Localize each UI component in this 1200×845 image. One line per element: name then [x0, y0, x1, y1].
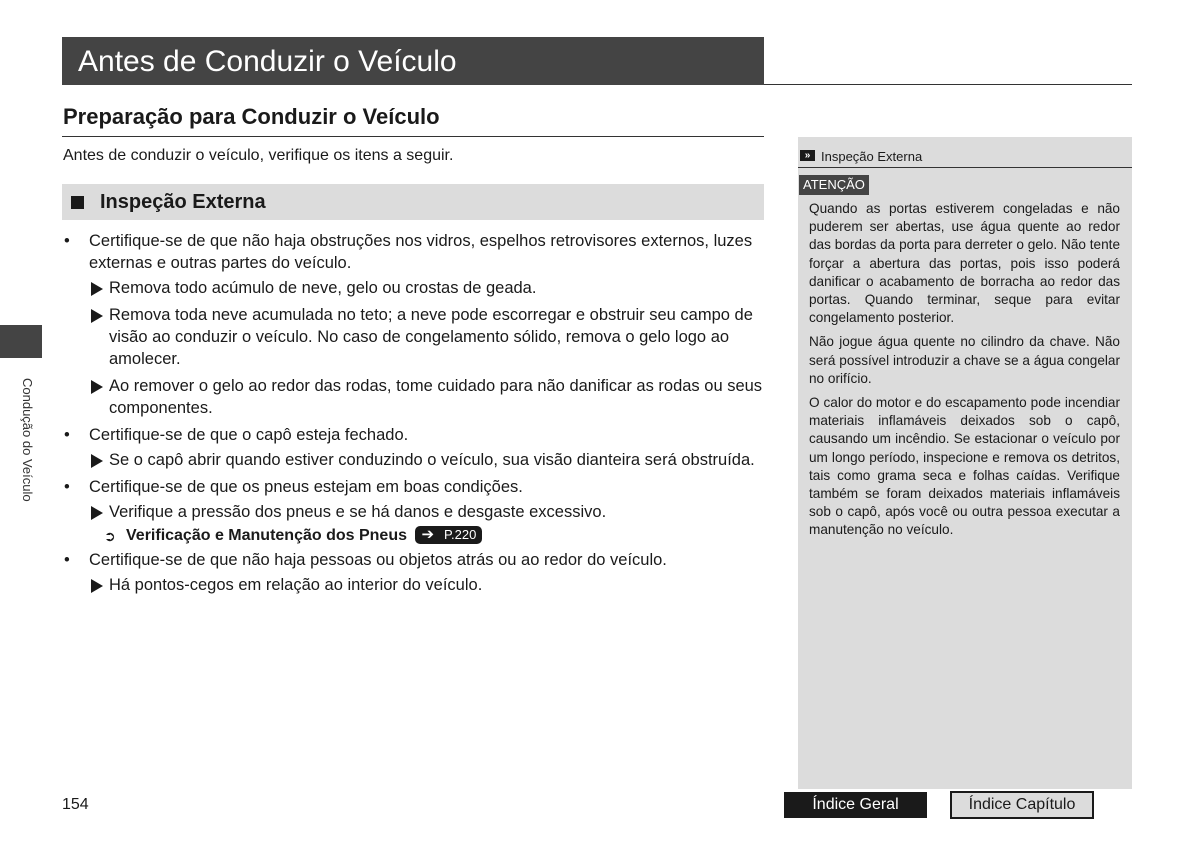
- sidebar-paragraph: Não jogue água quente no cilindro da chave. Não será possível introduzir a chave se a água congelar no orifício.: [809, 334, 1120, 386]
- triangle-right-icon: [91, 282, 103, 296]
- chapter-title: Antes de Conduzir o Veículo: [78, 45, 457, 78]
- checklist-item: [62, 424, 764, 446]
- arrow-right-icon: ➔: [421, 526, 435, 543]
- triangle-right-icon: [91, 506, 103, 520]
- section-intro: Antes de conduzir o veículo, verifique os itens a seguir.: [63, 147, 454, 164]
- general-index-button[interactable]: Índice Geral: [784, 792, 927, 818]
- checklist-subitem: [62, 277, 764, 299]
- subsection-title: Inspeção Externa: [100, 191, 266, 213]
- chapter-side-tab: [0, 325, 42, 358]
- page-reference-badge[interactable]: [415, 526, 482, 544]
- sidebar-paragraph: Quando as portas estiverem congeladas e não puderem ser abertas, use água quente ao redor das bordas da porta para derreter o gelo. Não tente forçar a abertura das portas, pois isso poderá danificar o acabamento de borracha ao redor das portas. Quando terminar, seque para evitar congelamento posterior.: [809, 201, 1120, 326]
- section-rule: [62, 136, 764, 137]
- square-bullet-icon: [71, 196, 84, 209]
- bullet-icon: •: [64, 478, 70, 496]
- bullet-icon: •: [64, 426, 70, 444]
- checklist-item-text: Certifique-se de que não haja pessoas ou objetos atrás ou ao redor do veículo.: [89, 551, 667, 569]
- chapter-side-label: Condução do Veículo: [20, 378, 35, 502]
- triangle-right-icon: [91, 309, 103, 323]
- chapter-index-button[interactable]: Índice Capítulo: [950, 791, 1094, 819]
- sidebar-paragraph: O calor do motor e do escapamento pode incendiar materiais inflamáveis deixados sob o capô, causando um incêndio. Se estacionar o veículo por um longo período, inspecione e remova os detritos, tais como grama seca e folhas caídas. Verifique também se foram deixados materiais inflamáveis sob o capô, após você ou outra pessoa executar a manutenção no veículo.: [809, 395, 1120, 538]
- subitem-text: Ao remover o gelo ao redor das rodas, tome cuidado para não danificar as rodas ou seus componentes.: [109, 377, 763, 417]
- sidebar-heading: Inspeção Externa: [821, 149, 923, 164]
- sidebar-rule: [798, 167, 1132, 168]
- page-number: 154: [62, 796, 89, 813]
- subitem-text: Há pontos-cegos em relação ao interior do veículo.: [109, 576, 483, 594]
- checklist-subitem: [62, 574, 764, 596]
- double-chevron-icon: »: [800, 150, 815, 161]
- checklist-subitem: [62, 304, 764, 370]
- sidebar-body: [809, 200, 1120, 546]
- checklist: [62, 230, 764, 601]
- checklist-subitem: [62, 449, 764, 471]
- triangle-right-icon: [91, 579, 103, 593]
- subitem-text: Remova todo acúmulo de neve, gelo ou crostas de geada.: [109, 279, 537, 297]
- bullet-icon: •: [64, 551, 70, 569]
- bullet-icon: •: [64, 232, 70, 250]
- checklist-subitem: [62, 501, 764, 523]
- checklist-item: [62, 230, 764, 274]
- triangle-right-icon: [91, 380, 103, 394]
- checklist-item-text: Certifique-se de que não haja obstruções nos vidros, espelhos retrovisores externos, luzes externas e outras partes do veículo.: [89, 232, 753, 272]
- checklist-item-text: Certifique-se de que o capô esteja fechado.: [89, 426, 409, 444]
- warning-label: ATENÇÃO: [799, 175, 869, 195]
- checklist-item: [62, 549, 764, 571]
- checklist-item: [62, 476, 764, 498]
- checklist-item-text: Certifique-se de que os pneus estejam em boas condições.: [89, 478, 523, 496]
- page-reference: P.220: [444, 527, 477, 542]
- cross-reference-label[interactable]: Verificação e Manutenção dos Pneus: [126, 527, 407, 544]
- subitem-text: Se o capô abrir quando estiver conduzindo o veículo, sua visão dianteira será obstruída.: [109, 451, 755, 469]
- subitem-text: Verifique a pressão dos pneus e se há danos e desgaste excessivo.: [109, 503, 607, 521]
- triangle-right-icon: [91, 454, 103, 468]
- cross-reference-link[interactable]: [62, 525, 764, 547]
- section-title: Preparação para Conduzir o Veículo: [63, 104, 440, 129]
- checklist-subitem: [62, 375, 764, 419]
- subitem-text: Remova toda neve acumulada no teto; a neve pode escorregar e obstruir seu campo de visão ao conduzir o veículo. No caso de congelamento sólido, remova o gelo logo ao amolecer.: [109, 306, 753, 368]
- header-rule: [764, 84, 1132, 85]
- reference-arrow-icon: ➲: [104, 528, 116, 544]
